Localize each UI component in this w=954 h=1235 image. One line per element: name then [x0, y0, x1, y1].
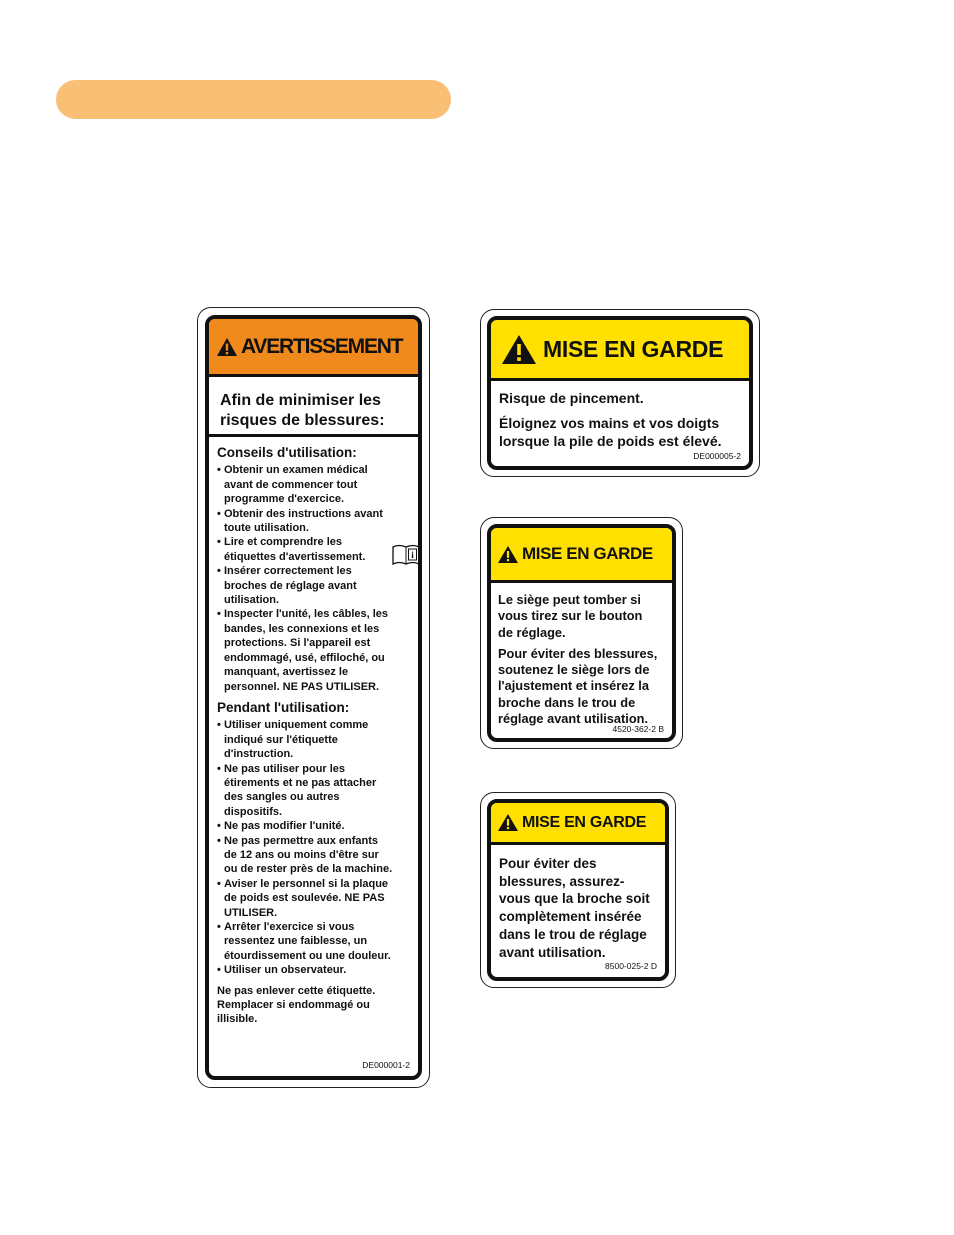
- caution-signal-word: MISE EN GARDE: [543, 335, 724, 362]
- purpose-line: risques de blessures:: [220, 412, 385, 429]
- list-item: [217, 463, 410, 506]
- warning-triangle-icon: [497, 813, 519, 832]
- text-line: blessures, assurez-: [499, 873, 625, 889]
- list-item: [217, 819, 410, 833]
- list-item-line: indiqué sur l'étiquette: [224, 733, 338, 746]
- during-use-list: [217, 718, 410, 977]
- list-item: [217, 920, 410, 963]
- pinch-label-frame: [487, 316, 753, 470]
- list-item-line: broches de réglage avant: [224, 579, 357, 592]
- seat-caution-label: [480, 517, 683, 749]
- list-item-line: • Lire et comprendre les: [224, 536, 342, 549]
- caution-signal-word: MISE EN GARDE: [522, 813, 647, 831]
- caution-header: [491, 528, 672, 583]
- text-line: complètement insérée: [499, 909, 642, 925]
- list-item-line: avant de commencer tout: [224, 478, 358, 491]
- pin-instruction-text: [491, 845, 665, 961]
- section-title-during-use: Pendant l'utilisation:: [217, 699, 350, 715]
- seat-body: [491, 583, 672, 727]
- warning-triangle-icon: [497, 545, 519, 564]
- notice-line: illisible.: [217, 1013, 258, 1026]
- purpose-line: Afin de minimiser les: [220, 392, 381, 409]
- text-line: broche dans le trou de: [498, 694, 636, 710]
- caution-header: [491, 803, 665, 845]
- manual-info-icon: [392, 544, 420, 566]
- section-title-usage-tips: Conseils d'utilisation:: [217, 445, 357, 460]
- pinch-caution-label: [480, 309, 760, 477]
- list-item: [217, 564, 410, 607]
- list-item-line: étourdissement ou une douleur.: [224, 949, 391, 962]
- label-code: 8500-025-2 D: [605, 961, 657, 971]
- list-item-line: • Inspecter l'unité, les câbles, les: [224, 608, 389, 621]
- list-item-line: des sangles ou autres: [224, 791, 340, 804]
- list-item-line: • Utiliser un observateur.: [224, 964, 347, 977]
- text-line: soutenez le siège lors de: [498, 662, 650, 678]
- list-item-line: UTILISER.: [224, 906, 278, 919]
- text-line: de réglage.: [498, 624, 566, 640]
- notice-line: Ne pas enlever cette étiquette.: [217, 984, 376, 997]
- list-item-line: étirements et ne pas attacher: [224, 776, 377, 789]
- warning-label-frame: [205, 315, 422, 1080]
- warning-triangle-icon: [501, 334, 537, 365]
- section-header-bar: [56, 80, 451, 119]
- list-item-line: étiquettes d'avertissement.: [224, 550, 366, 563]
- seat-hazard-text: [498, 592, 666, 641]
- pinch-body: [491, 381, 749, 450]
- text-line: l'ajustement et insérez la: [498, 678, 649, 694]
- svg-text:i: i: [411, 550, 414, 561]
- seat-label-frame: [487, 524, 676, 742]
- list-item: [217, 834, 410, 877]
- warning-header: [209, 319, 418, 377]
- pinch-instruction-line: Éloignez vos mains et vos doigts: [499, 415, 720, 431]
- list-item: [217, 762, 410, 820]
- list-item-line: • Arrêter l'exercice si vous: [224, 921, 355, 933]
- text-line: réglage avant utilisation.: [498, 711, 649, 727]
- list-item-line: ressentez une faiblesse, un: [224, 935, 368, 948]
- list-item-line: dispositifs.: [224, 805, 283, 818]
- text-line: Pour éviter des blessures,: [498, 645, 658, 661]
- list-item-line: • Ne pas permettre aux enfants: [224, 834, 379, 847]
- label-code: DE000005-2: [693, 451, 741, 461]
- list-item-line: ou de rester près de la machine.: [224, 863, 393, 876]
- list-item-line: manquant, avertissez le: [224, 666, 349, 679]
- list-item-line: bandes, les connexions et les: [224, 622, 380, 635]
- warning-label: [197, 307, 430, 1088]
- text-line: avant utilisation.: [499, 944, 606, 960]
- text-line: vous tirez sur le bouton: [498, 608, 643, 624]
- text-line: Pour éviter des: [499, 856, 597, 871]
- list-item-line: d'instruction.: [224, 748, 294, 761]
- pinch-hazard: Risque de pincement.: [499, 390, 644, 406]
- list-item-line: de poids est soulevée. NE PAS: [224, 892, 385, 905]
- list-item-line: protections. Si l'appareil est: [224, 637, 371, 650]
- warning-purpose: [209, 377, 418, 437]
- list-item-line: • Utiliser uniquement comme: [224, 719, 369, 732]
- pinch-instruction-line: lorsque la pile de poids est élevé.: [499, 433, 722, 449]
- pin-label-frame: [487, 799, 669, 981]
- list-item-line: • Aviser le personnel si la plaque: [224, 877, 389, 890]
- list-item-line: • Ne pas utiliser pour les: [224, 762, 346, 775]
- warning-body: [209, 437, 418, 1027]
- list-item-line: • Obtenir un examen médical: [224, 464, 368, 477]
- list-item: [217, 877, 410, 920]
- list-item-line: toute utilisation.: [224, 522, 309, 535]
- text-line: vous que la broche soit: [499, 891, 650, 907]
- notice-line: Remplacer si endommagé ou: [217, 999, 370, 1012]
- pin-caution-label: [480, 792, 676, 988]
- usage-tips-list: [217, 463, 410, 694]
- list-item-line: programme d'exercice.: [224, 493, 345, 506]
- label-code: 4520-362-2 B: [612, 724, 664, 734]
- warning-signal-word: AVERTISSEMENT: [241, 334, 403, 358]
- list-item: [217, 535, 410, 564]
- caution-header: [491, 320, 749, 381]
- label-code: DE000001-2: [362, 1060, 410, 1070]
- list-item: [217, 607, 410, 693]
- list-item-line: personnel. NE PAS UTILISER.: [224, 680, 380, 693]
- list-item-line: utilisation.: [224, 594, 279, 607]
- list-item-line: • Insérer correctement les: [224, 565, 352, 578]
- text-line: dans le trou de réglage: [499, 926, 647, 942]
- list-item-line: de 12 ans ou moins d'être sur: [224, 848, 379, 861]
- text-line: Le siège peut tomber si: [498, 592, 641, 607]
- list-item: [217, 718, 410, 761]
- warning-triangle-icon: [216, 337, 238, 357]
- caution-signal-word: MISE EN GARDE: [522, 544, 653, 563]
- list-item: [217, 507, 410, 536]
- list-item-line: • Obtenir des instructions avant: [224, 507, 383, 520]
- label-removal-notice: [217, 984, 410, 1027]
- seat-instruction-text: [498, 646, 666, 727]
- list-item-line: • Ne pas modifier l'unité.: [224, 820, 345, 833]
- list-item-line: endommagé, usé, effiloché, ou: [224, 651, 385, 664]
- list-item: [217, 963, 410, 977]
